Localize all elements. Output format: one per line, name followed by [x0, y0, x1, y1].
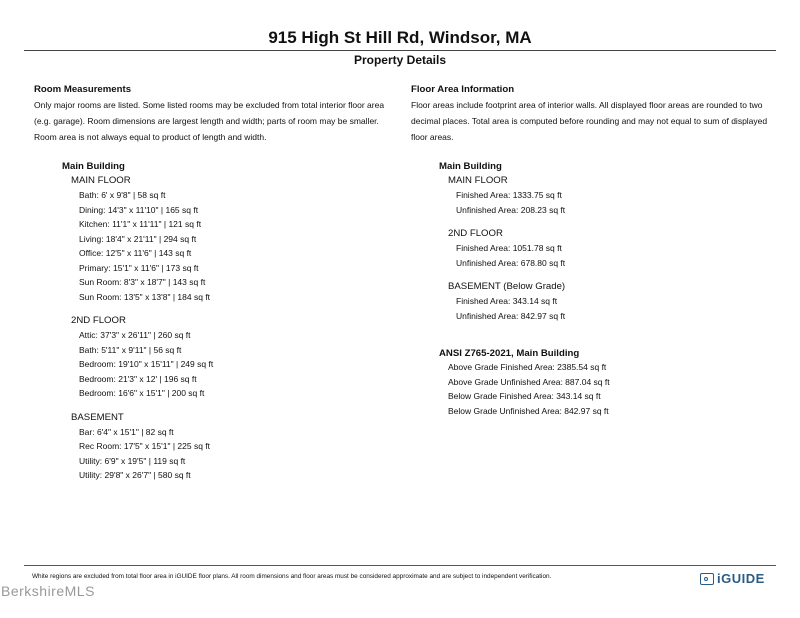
room-row: Living: 18'4" x 21'11" | 294 sq ft	[79, 233, 197, 244]
room-row: Bar: 6'4" x 15'1" | 82 sq ft	[79, 426, 174, 437]
building-label: Main Building	[62, 161, 125, 172]
room-row: Office: 12'5" x 11'6" | 143 sq ft	[79, 248, 192, 258]
room-row: Kitchen: 11'1" x 11'11" | 121 sq ft	[79, 219, 202, 229]
brand-watermark: BerkshireMLS	[1, 583, 95, 599]
note-line: Room area is not always equal to product of length and width.	[34, 132, 267, 142]
iguide-logo[interactable]	[700, 571, 765, 586]
ansi-row: Below Grade Unfinished Area: 842.97 sq ft	[448, 405, 609, 416]
footer-divider	[24, 565, 776, 566]
room-row: Bedroom: 19'10" x 15'11" | 249 sq ft	[79, 359, 214, 369]
floor-label-basement: BASEMENT (Below Grade)	[448, 281, 566, 292]
floor-label-2nd: 2ND FLOOR	[448, 228, 503, 239]
area-row: Finished Area: 1333.75 sq ft	[456, 190, 562, 200]
floor-label-basement: BASEMENT	[71, 411, 124, 423]
room-row: Rec Room: 17'5" x 15'1" | 225 sq ft	[79, 441, 211, 451]
ansi-row: Above Grade Finished Area: 2385.54 sq ft	[448, 362, 607, 372]
area-row: Unfinished Area: 842.97 sq ft	[456, 310, 566, 321]
room-row: Attic: 37'3" x 26'11" | 260 sq ft	[79, 330, 191, 340]
room-row: Utility: 6'9" x 19'5" | 119 sq ft	[79, 455, 186, 466]
room-row: Bedroom: 16'6" x 15'1" | 200 sq ft	[79, 388, 205, 398]
room-row: Bath: 6' x 9'8" | 58 sq ft	[79, 190, 166, 200]
area-row: Unfinished Area: 208.23 sq ft	[456, 204, 566, 215]
iguide-logo-text: iGUIDE	[717, 571, 765, 586]
title-divider	[24, 50, 776, 51]
area-row: Unfinished Area: 678.80 sq ft	[456, 257, 566, 268]
room-row: Bedroom: 21'3" x 12' | 196 sq ft	[79, 373, 197, 384]
floor-area-section	[411, 84, 781, 418]
room-row: Bath: 5'11" x 9'11" | 56 sq ft	[79, 344, 182, 355]
ansi-row: Above Grade Unfinished Area: 887.04 sq ft	[448, 376, 610, 387]
page-title: 915 High St Hill Rd, Windsor, MA	[268, 28, 532, 47]
footer-disclaimer: White regions are excluded from total floor area in iGUIDE floor plans. All room dimensions and floor areas must be considered approximate and are subject to independent verification.	[32, 573, 552, 580]
room-row: Utility: 29'8" x 26'7" | 580 sq ft	[79, 470, 191, 480]
building-label: Main Building	[439, 161, 502, 172]
floor-label-main: MAIN FLOOR	[71, 175, 131, 186]
room-measurements-note	[34, 97, 396, 145]
room-row: Primary: 15'1" x 11'6" | 173 sq ft	[79, 262, 199, 273]
area-row: Finished Area: 1051.78 sq ft	[456, 243, 562, 253]
room-row: Sun Room: 8'3" x 18'7" | 143 sq ft	[79, 277, 206, 287]
page-subtitle: Property Details	[353, 53, 447, 67]
note-line: Floor areas include footprint area of interior walls. All displayed floor areas are rounded to two	[411, 100, 763, 110]
ansi-heading: ANSI Z765-2021, Main Building	[439, 348, 580, 359]
note-line: floor areas.	[411, 132, 454, 142]
ansi-row: Below Grade Finished Area: 343.14 sq ft	[448, 391, 601, 401]
room-row: Dining: 14'3" x 11'10" | 165 sq ft	[79, 204, 199, 215]
floor-label-2nd: 2ND FLOOR	[71, 315, 126, 326]
note-line: Only major rooms are listed. Some listed rooms may be excluded from total interior floor area	[34, 100, 385, 110]
room-measurements-section	[34, 84, 396, 483]
floor-area-heading: Floor Area Information	[411, 84, 515, 95]
floor-area-note	[411, 97, 781, 145]
floor-label-main: MAIN FLOOR	[448, 175, 508, 186]
iguide-logo-icon	[700, 573, 714, 585]
note-line: (e.g. garage). Room dimensions are largest length and width; parts of room may be smaller.	[34, 116, 379, 126]
note-line: decimal places. Total area is computed before rounding and may not equal to sum of displayed	[411, 116, 768, 126]
area-row: Finished Area: 343.14 sq ft	[456, 296, 558, 306]
room-measurements-heading: Room Measurements	[34, 84, 132, 95]
room-row: Sun Room: 13'5" x 13'8" | 184 sq ft	[79, 291, 211, 302]
